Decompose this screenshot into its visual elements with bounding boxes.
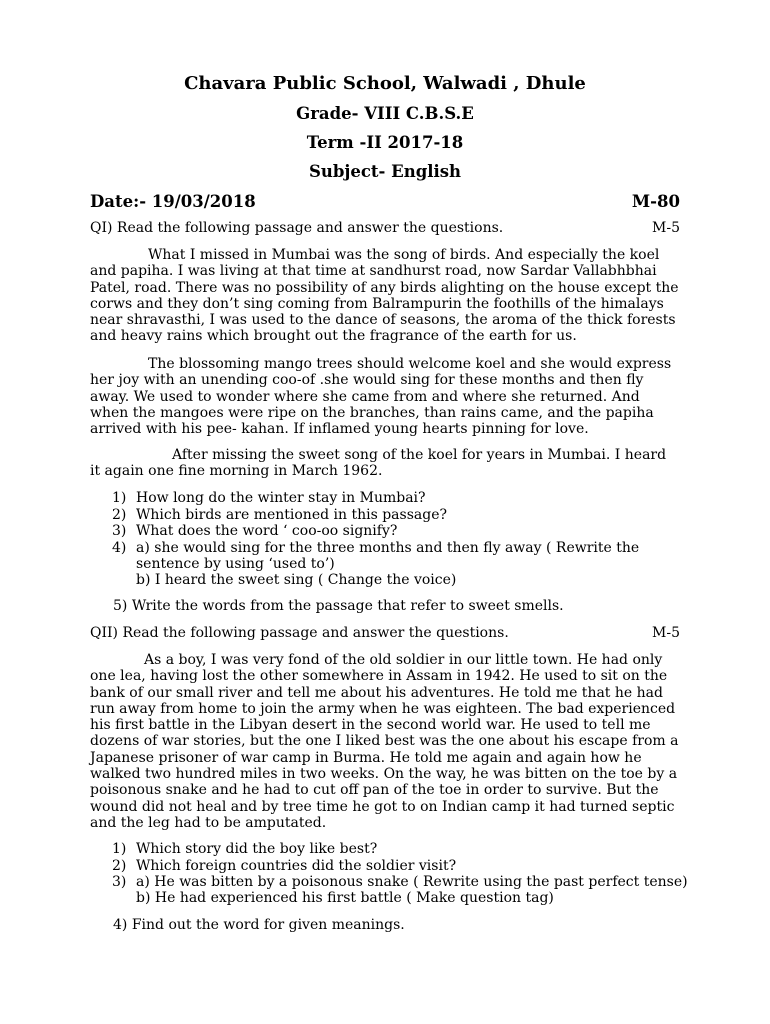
question-number: 3) [112, 523, 127, 539]
question-number: 4) [112, 540, 127, 556]
q1-question-5: 5) Write the words from the passage that refer to sweet smells. [113, 598, 564, 614]
date-marks-row [90, 192, 680, 211]
q1-question-4b: b) I heard the sweet sing ( Change the voice) [136, 572, 457, 588]
q2-marks: M-5 [652, 625, 680, 641]
q1-question-1 [112, 490, 426, 507]
question-number: 2) [112, 507, 127, 523]
question-text: Which story did the boy like best? [136, 841, 378, 857]
q2-question-3b: b) He had experienced his first battle ( Make question tag) [136, 890, 554, 906]
q1-heading-row [90, 220, 680, 237]
question-text: What does the word ‘ coo-oo signify? [136, 523, 398, 539]
passage-paragraph: After missing the sweet song of the koel for years in Mumbai. I heard it again one fine morning in March 1962. [90, 447, 667, 480]
question-text: Which birds are mentioned in this passage? [136, 507, 447, 523]
question-number: 1) [112, 490, 127, 506]
q2-heading-row [90, 625, 680, 642]
q2-heading: QII) Read the following passage and answer the questions. [90, 625, 509, 641]
q1-passage-3 [90, 447, 680, 480]
q2-question-3 [112, 874, 688, 891]
q1-passage-2 [90, 356, 680, 437]
total-marks: M-80 [631, 192, 680, 211]
question-number: 1) [112, 841, 127, 857]
q1-question-3 [112, 523, 397, 540]
question-text: a) He was bitten by a poisonous snake ( Rewrite using the past perfect tense) [136, 874, 688, 890]
question-number: 2) [112, 858, 127, 874]
q1-question-2 [112, 507, 447, 524]
q1-question-4 [112, 540, 639, 557]
question-text: a) she would sing for the three months and then fly away ( Rewrite the [136, 540, 640, 556]
q2-question-1 [112, 841, 377, 858]
q1-passage-1 [90, 247, 680, 345]
question-text: Which foreign countries did the soldier visit? [136, 858, 457, 874]
passage-paragraph: The blossoming mango trees should welcome koel and she would express her joy with an unending coo-of .she would sing for these months and then fly away. We used to wonder where she came from and where she returned. And when the mangoes were ripe on the branches, than rains came, and the papiha arrived with his pee- kahan. If inflamed young hearts pinning for love. [90, 356, 672, 438]
q2-question-4: 4) Find out the word for given meanings. [113, 917, 405, 933]
q2-passage [90, 652, 680, 831]
passage-paragraph: As a boy, I was very fond of the old soldier in our little town. He had only one lea, having lost the other somewhere in Assam in 1942. He used to sit on the bank of our small river and tell me about his adventures. He told me that he had run away from home to join the army when he was eighteen. The bad experienced his first battle in the Libyan desert in the second world war. He used to tell me dozens of war stories, but the one I liked best was the one about his escape from a Japanese prisoner of war camp in Burma. He told me again and again how he walked two hundred miles in two weeks. On the way, he was bitten on the toe by a poisonous snake and he had to cut off pan of the toe in order to survive. But the wound did not heal and by tree time he got to on Indian camp it had turned septic and the leg had to be amputated. [90, 652, 679, 831]
passage-paragraph: What I missed in Mumbai was the song of birds. And especially the koel and papiha. I was living at that time at sandhurst road, now Sardar Vallabhbhai Patel, road. There was no possibility of any birds alighting on the house except the corws and they don’t sing coming from Balrampurin the foothills of the himalays near shravasthi, I was used to the dance of seasons, the aroma of the thick forests and heavy rains which brought out the fragrance of the earth for us. [90, 247, 679, 345]
subject-line: Subject- English [308, 162, 462, 181]
question-text: How long do the winter stay in Mumbai? [136, 490, 426, 506]
grade-line: Grade- VIII C.B.S.E [296, 104, 474, 123]
q1-marks: M-5 [652, 220, 680, 236]
exam-date: Date:- 19/03/2018 [90, 192, 256, 211]
q1-question-4-cont: sentence by using ‘used to’) [136, 556, 335, 572]
question-number: 3) [112, 874, 127, 890]
q1-heading: QI) Read the following passage and answer the questions. [90, 220, 504, 236]
school-name: Chavara Public School, Walwadi , Dhule [184, 73, 586, 94]
term-line: Term -II 2017-18 [306, 133, 464, 152]
q2-question-2 [112, 858, 456, 875]
